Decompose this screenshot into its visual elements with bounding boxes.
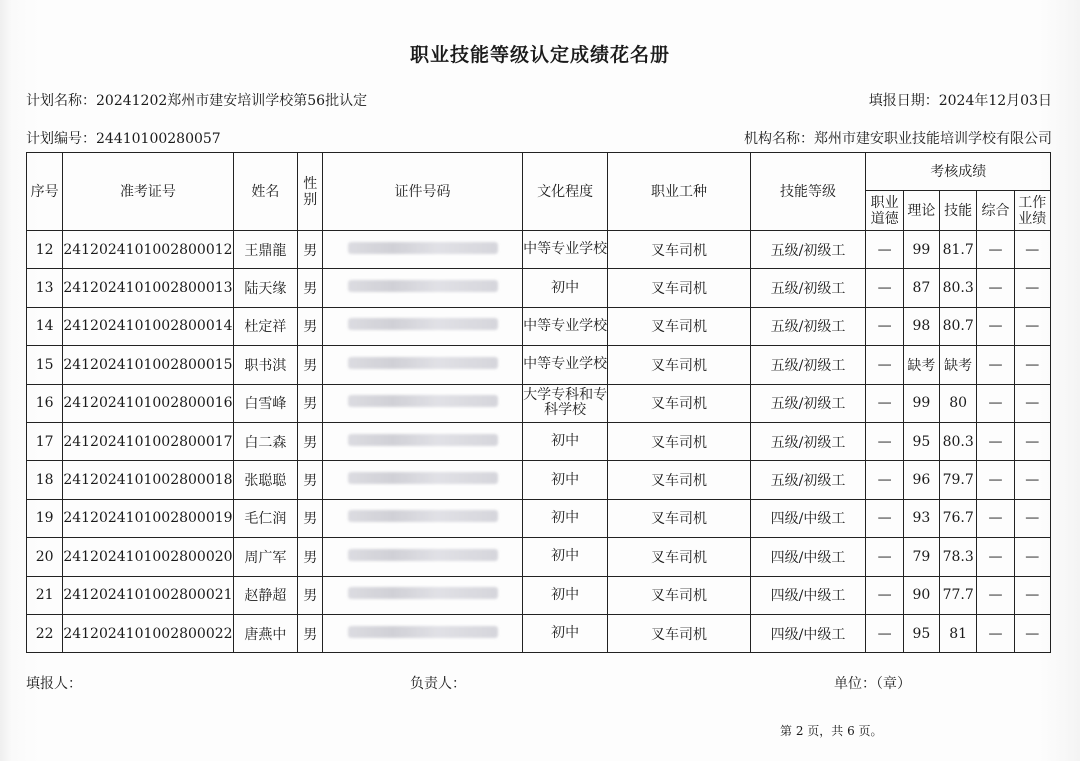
cell-exam-no: 2412024101002800014 [63,307,233,345]
cell-id-no [323,499,523,537]
cell-exam-no: 2412024101002800021 [63,576,233,614]
cell-name: 毛仁润 [233,499,298,537]
cell-theory: 93 [903,499,939,537]
cell-education: 初中 [522,269,608,307]
cell-name: 白雪峰 [233,384,298,422]
table-row [27,422,1051,460]
cell-theory: 95 [903,614,939,652]
header-gender: 性别 [298,153,323,231]
cell-skill-level: 五级/初级工 [750,269,866,307]
cell-theory: 99 [903,231,939,269]
cell-ethics: — [866,346,903,384]
cell-gender: 男 [298,538,323,576]
cell-exam-no: 2412024101002800016 [63,384,233,422]
cell-name: 唐燕中 [233,614,298,652]
cell-seq: 22 [27,614,63,652]
document-title: 职业技能等级认定成绩花名册 [409,44,670,66]
cell-id-no [323,307,523,345]
cell-work: — [1014,461,1050,499]
table-row [27,461,1051,499]
header-seq: 序号 [27,153,63,231]
cell-seq: 17 [27,422,63,460]
cell-theory: 87 [903,269,939,307]
cell-skill-level: 五级/初级工 [750,307,866,345]
plan-name: 计划名称：20241202郑州市建安培训学校第56批认定 [26,93,368,109]
header-education: 文化程度 [522,153,608,231]
cell-education: 初中 [522,538,608,576]
cell-theory: 96 [903,461,939,499]
cell-id-no [323,269,523,307]
cell-occupation: 叉车司机 [608,346,750,384]
cell-ethics: — [866,307,903,345]
cell-occupation: 叉车司机 [608,461,750,499]
cell-ethics: — [866,231,903,269]
header-scores: 考核成绩 [866,153,1051,191]
cell-occupation: 叉车司机 [608,576,750,614]
cell-overall: — [977,614,1014,652]
cell-education: 初中 [522,614,608,652]
cell-id-no [323,461,523,499]
cell-occupation: 叉车司机 [608,269,750,307]
cell-occupation: 叉车司机 [608,422,750,460]
cell-name: 王鼎龍 [233,231,298,269]
cell-occupation: 叉车司机 [608,307,750,345]
cell-skill: 81.7 [940,231,977,269]
cell-overall: — [977,384,1014,422]
score-roster-table [26,152,1051,653]
redacted-id-blur [348,510,498,522]
cell-skill-level: 四级/中级工 [750,499,866,537]
header-skill: 技能 [940,191,977,231]
redacted-id-blur [348,280,498,292]
header-overall: 综合 [977,191,1014,231]
cell-occupation: 叉车司机 [608,538,750,576]
cell-overall: — [977,422,1014,460]
cell-skill: 78.3 [940,538,977,576]
principal-label: 负责人： [410,676,466,692]
cell-skill-level: 五级/初级工 [750,384,866,422]
cell-exam-no: 2412024101002800017 [63,422,233,460]
cell-ethics: — [866,269,903,307]
table-row [27,231,1051,269]
cell-education: 初中 [522,422,608,460]
cell-ethics: — [866,384,903,422]
cell-occupation: 叉车司机 [608,231,750,269]
cell-occupation: 叉车司机 [608,384,750,422]
cell-exam-no: 2412024101002800015 [63,346,233,384]
cell-skill-level: 五级/初级工 [750,346,866,384]
cell-theory: 99 [903,384,939,422]
table-row [27,499,1051,537]
cell-name: 陆天缘 [233,269,298,307]
cell-skill: 80.3 [940,422,977,460]
cell-id-no [323,384,523,422]
cell-exam-no: 2412024101002800020 [63,538,233,576]
cell-gender: 男 [298,461,323,499]
cell-theory: 90 [903,576,939,614]
cell-occupation: 叉车司机 [608,614,750,652]
redacted-id-blur [348,395,498,407]
cell-gender: 男 [298,614,323,652]
redacted-id-blur [348,587,498,599]
cell-name: 赵静超 [233,576,298,614]
reporter-label: 填报人： [26,676,82,692]
cell-seq: 14 [27,307,63,345]
cell-work: — [1014,499,1050,537]
header-occupation: 职业工种 [608,153,750,231]
cell-gender: 男 [298,346,323,384]
cell-overall: — [977,231,1014,269]
cell-skill: 79.7 [940,461,977,499]
redacted-id-blur [348,434,498,446]
redacted-id-blur [348,626,498,638]
cell-education: 初中 [522,461,608,499]
cell-skill: 81 [940,614,977,652]
header-theory: 理论 [903,191,939,231]
cell-exam-no: 241202410100280001​2 [63,231,233,269]
table-row [27,307,1051,345]
table-row [27,384,1051,422]
cell-seq: 16 [27,384,63,422]
header-id-no: 证件号码 [323,153,523,231]
header-exam-no: 准考证号 [63,153,233,231]
cell-work: — [1014,614,1050,652]
cell-work: — [1014,231,1050,269]
cell-work: — [1014,422,1050,460]
cell-education: 中等专业学校 [522,231,608,269]
cell-skill: 缺考 [940,346,977,384]
table-row [27,346,1051,384]
cell-seq: 21 [27,576,63,614]
cell-skill-level: 五级/初级工 [750,461,866,499]
fill-date: 填报日期：2024年12月03日 [868,93,1052,109]
cell-gender: 男 [298,499,323,537]
table-row [27,614,1051,652]
cell-work: — [1014,576,1050,614]
cell-theory: 缺考 [903,346,939,384]
cell-gender: 男 [298,231,323,269]
redacted-id-blur [348,242,498,254]
cell-gender: 男 [298,307,323,345]
organization-name: 机构名称：郑州市建安职业技能培训学校有限公司 [744,131,1052,147]
redacted-id-blur [348,549,498,561]
plan-number: 计划编号：24410100280057 [26,131,221,147]
cell-ethics: — [866,499,903,537]
cell-work: — [1014,384,1050,422]
cell-ethics: — [866,576,903,614]
cell-skill: 77.7 [940,576,977,614]
cell-ethics: — [866,538,903,576]
cell-seq: 12 [27,231,63,269]
cell-exam-no: 2412024101002800013 [63,269,233,307]
redacted-id-blur [348,472,498,484]
cell-id-no [323,422,523,460]
cell-id-no [323,576,523,614]
cell-gender: 男 [298,576,323,614]
cell-skill-level: 四级/中级工 [750,576,866,614]
cell-name: 杜定祥 [233,307,298,345]
cell-overall: — [977,576,1014,614]
cell-seq: 19 [27,499,63,537]
cell-overall: — [977,538,1014,576]
cell-skill: 76.7 [940,499,977,537]
cell-id-no [323,538,523,576]
cell-education: 初中 [522,576,608,614]
cell-exam-no: 2412024101002800022 [63,614,233,652]
cell-overall: — [977,499,1014,537]
cell-education: 中等专业学校 [522,307,608,345]
cell-work: — [1014,307,1050,345]
cell-name: 周广军 [233,538,298,576]
cell-ethics: — [866,461,903,499]
cell-skill-level: 四级/中级工 [750,538,866,576]
cell-seq: 20 [27,538,63,576]
cell-seq: 13 [27,269,63,307]
cell-name: 白二森 [233,422,298,460]
cell-name: 张聪聪 [233,461,298,499]
cell-skill: 80 [940,384,977,422]
header-work: 工作业绩 [1014,191,1050,231]
cell-id-no [323,346,523,384]
cell-skill-level: 四级/中级工 [750,614,866,652]
cell-overall: — [977,461,1014,499]
page-number: 第 2 页，共 6 页。 [780,724,883,738]
cell-overall: — [977,269,1014,307]
header-name: 姓名 [233,153,298,231]
cell-ethics: — [866,422,903,460]
cell-gender: 男 [298,269,323,307]
cell-education: 中等专业学校 [522,346,608,384]
cell-ethics: — [866,614,903,652]
cell-theory: 79 [903,538,939,576]
cell-skill: 80.7 [940,307,977,345]
cell-occupation: 叉车司机 [608,499,750,537]
redacted-id-blur [348,357,498,369]
cell-name: 职书淇 [233,346,298,384]
table-row [27,576,1051,614]
cell-overall: — [977,307,1014,345]
cell-gender: 男 [298,384,323,422]
cell-exam-no: 2412024101002800019 [63,499,233,537]
cell-seq: 15 [27,346,63,384]
cell-theory: 95 [903,422,939,460]
cell-gender: 男 [298,422,323,460]
table-row [27,538,1051,576]
cell-work: — [1014,346,1050,384]
cell-id-no [323,231,523,269]
redacted-id-blur [348,318,498,330]
cell-exam-no: 2412024101002800018 [63,461,233,499]
table-row [27,269,1051,307]
cell-id-no [323,614,523,652]
cell-education: 初中 [522,499,608,537]
cell-skill-level: 五级/初级工 [750,422,866,460]
cell-seq: 18 [27,461,63,499]
cell-skill-level: 五级/初级工 [750,231,866,269]
cell-skill: 80.3 [940,269,977,307]
roster-body [27,231,1051,653]
cell-work: — [1014,538,1050,576]
cell-overall: — [977,346,1014,384]
cell-work: — [1014,269,1050,307]
cell-education: 大学专科和专科学校 [522,384,608,422]
cell-theory: 98 [903,307,939,345]
header-ethics: 职业道德 [866,191,903,231]
unit-seal-label: 单位：（章） [834,676,911,692]
header-skill-level: 技能等级 [750,153,866,231]
